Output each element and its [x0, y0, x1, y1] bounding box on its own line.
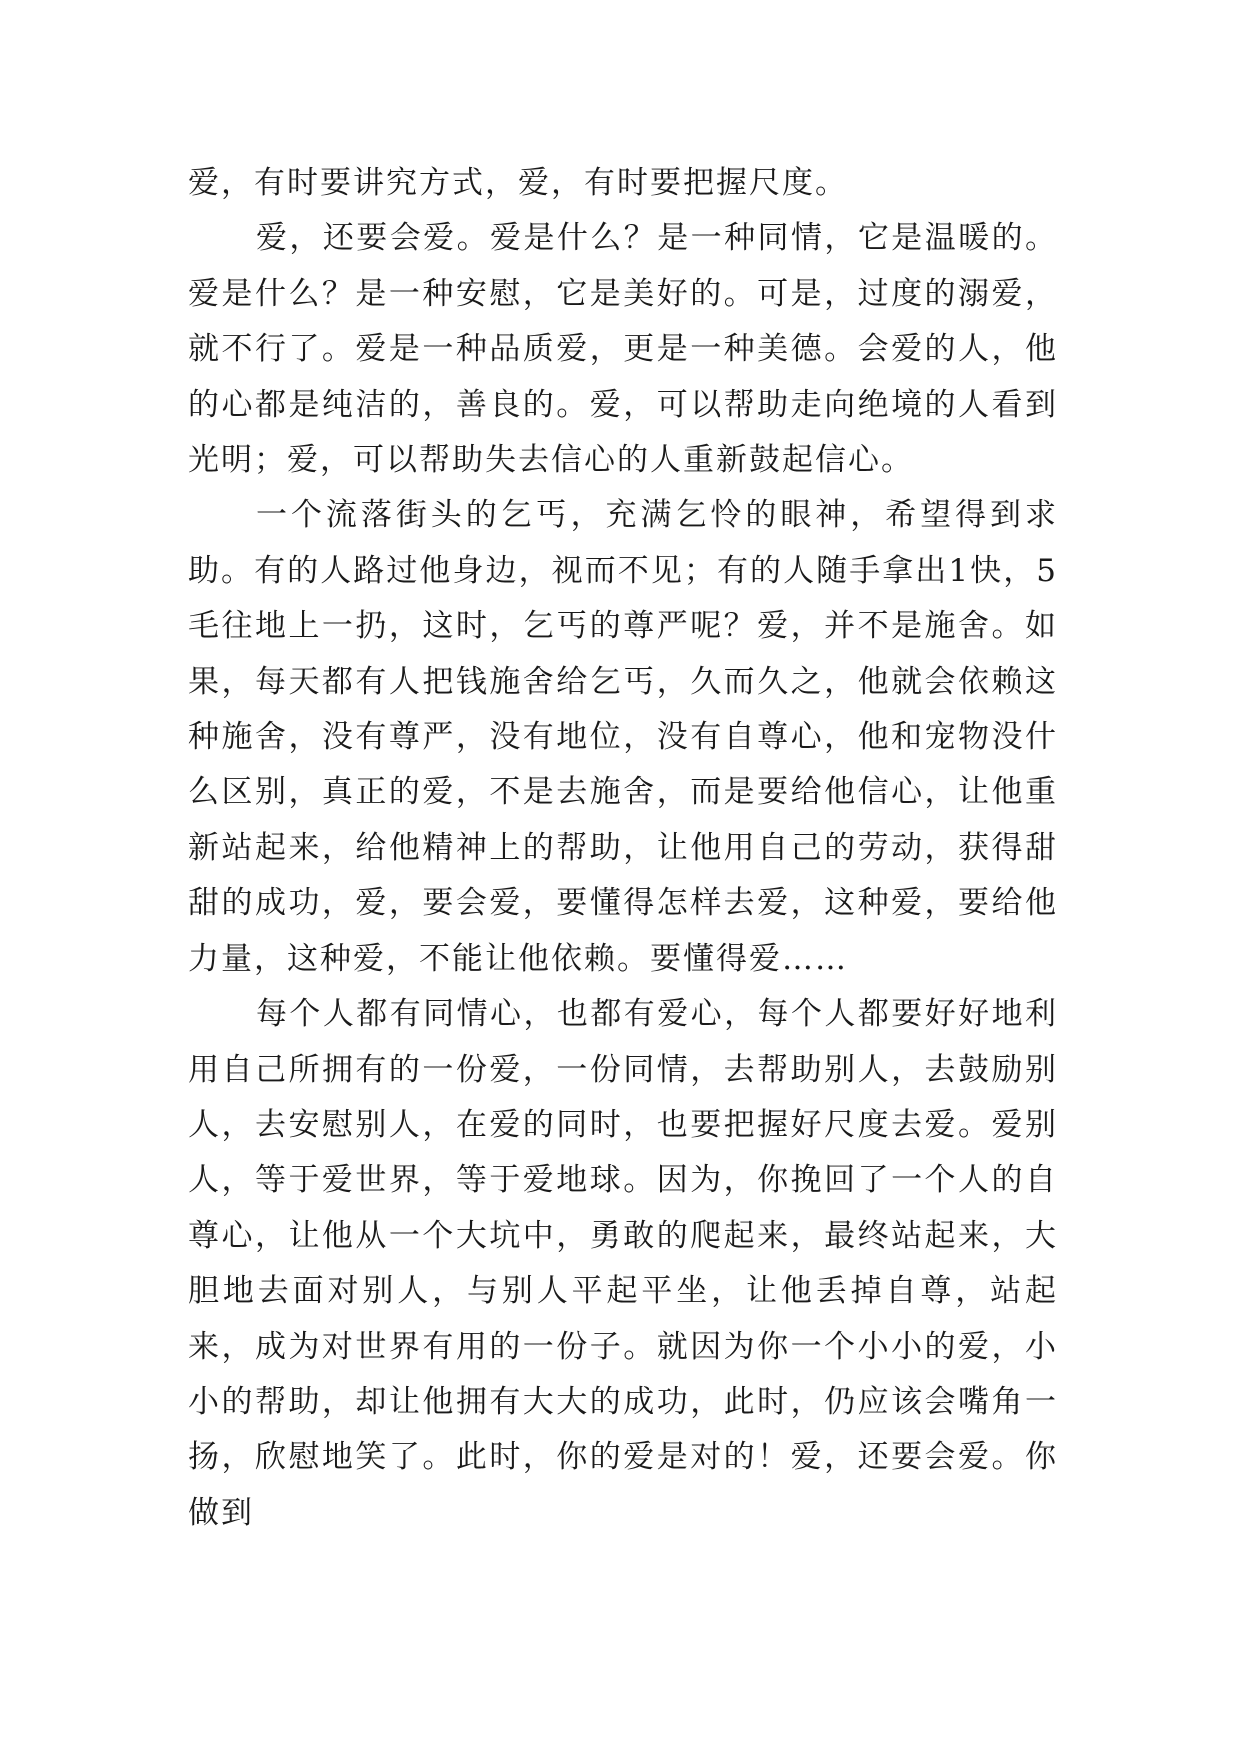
paragraph-2: 爱，还要会爱。爱是什么？是一种同情，它是温暖的。爱是什么？是一种安慰，它是美好的。可是，过度的溺爱，就不行了。爱是一种品质爱，更是一种美德。会爱的人，他的心都是纯洁的，善良的。爱，可以帮助走向绝境的人看到光明；爱，可以帮助失去信心的人重新鼓起信心。 — [188, 220, 1058, 479]
paragraph-4: 每个人都有同情心，也都有爱心，每个人都要好好地利用自己所拥有的一份爱，一份同情，去帮助别人，去鼓励别人，去安慰别人，在爱的同时，也要把握好尺度去爱。爱别人，等于爱世界，等于爱地球。因为，你挽回了一个人的自尊心，让他从一个大坑中，勇敢的爬起来，最终站起来，大胆地去面对别人，与别人平起平坐，让他丢掉自尊，站起来，成为对世界有用的一份子。就因为你一个小小的爱，小小的帮助，却让他拥有大大的成功，此时，仍应该会嘴角一扬，欣慰地笑了。此时，你的爱是对的！爱，还要会爱。你做到 — [188, 996, 1058, 1531]
paragraph-1: 爱，有时要讲究方式，爱，有时要把握尺度。 — [188, 165, 848, 201]
paragraph-3: 一个流落街头的乞丐，充满乞怜的眼神，希望得到求助。有的人路过他身边，视而不见；有的人随手拿出1快，5毛往地上一扔，这时，乞丐的尊严呢？爱，并不是施舍。如果，每天都有人把钱施舍给乞丐，久而久之，他就会依赖这种施舍，没有尊严，没有地位，没有自尊心，他和宠物没什么区别，真正的爱，不是去施舍，而是要给他信心，让他重新站起来，给他精神上的帮助，让他用自己的劳动，获得甜甜的成功，爱，要会爱，要懂得怎样去爱，这种爱，要给他力量，这种爱，不能让他依赖。要懂得爱…… — [188, 497, 1058, 977]
document-body — [188, 156, 1058, 1541]
